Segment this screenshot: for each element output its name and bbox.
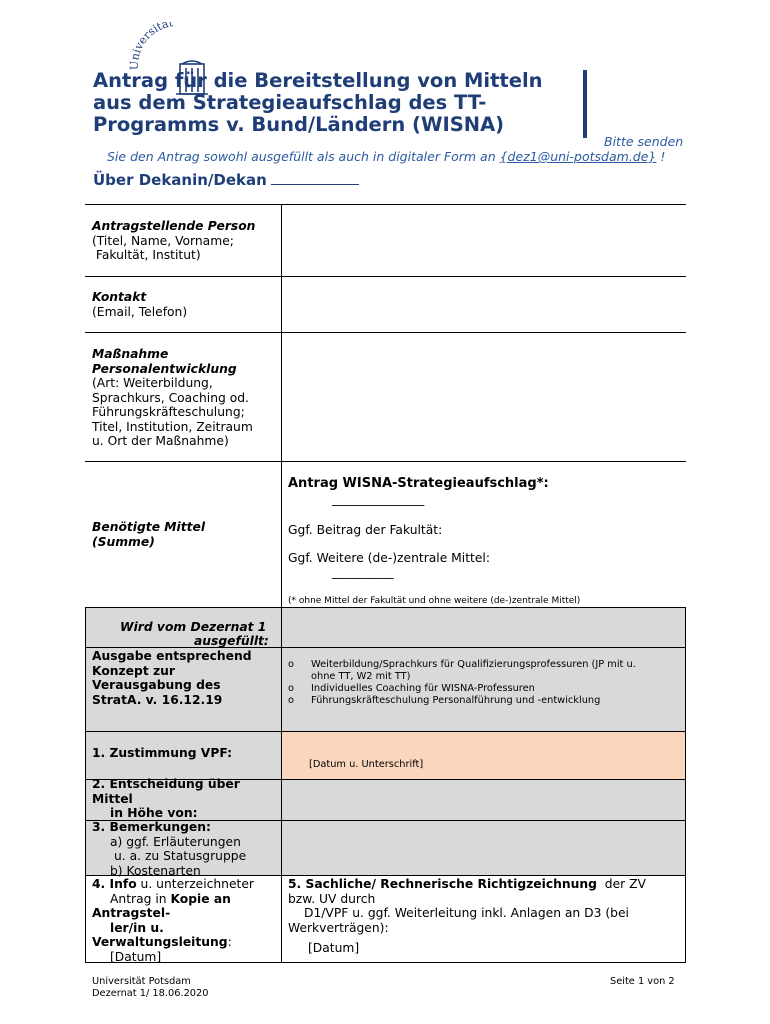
dekan-input-line[interactable] (271, 170, 359, 185)
option-checkbox-1[interactable]: o (288, 659, 294, 670)
entscheidung-line-1: 2. Entscheidung über (92, 777, 240, 791)
footer-university: Universität Potsdam (92, 976, 191, 987)
option-label-1-line-2: ohne TT, W2 mit TT) (311, 671, 411, 682)
mittel-beitrag-label: Ggf. Beitrag der Fakultät: (288, 523, 443, 537)
antragsteller-label (92, 219, 255, 263)
logo-text: Universität (127, 22, 175, 71)
sachlich-line-3: D1/VPF u. ggf. Weiterleitung inkl. Anlagen an D3 (bei (304, 906, 629, 920)
massnahme-title-2: Personalentwicklung (92, 361, 237, 376)
dezernat-header-shading (281, 607, 686, 647)
row-divider (85, 731, 686, 732)
title-line-1: Antrag für die Bereitstellung von Mitteln (93, 69, 543, 92)
sachlich-line-1-bold: 5. Sachliche/ Rechnerische Richtigzeichnung (288, 877, 597, 891)
entscheidung-line-2: Mittel (92, 791, 133, 806)
dekan-field (93, 170, 359, 189)
kontakt-input[interactable] (282, 277, 685, 332)
entscheidung-label (92, 777, 240, 821)
mittel-antrag-label: Antrag WISNA-Strategieaufschlag*: (288, 476, 549, 491)
entscheidung-line-3: in Höhe von: (110, 806, 198, 820)
massnahme-input[interactable] (282, 333, 685, 461)
bemerkungen-line-4: b) Kostenarten (110, 863, 201, 878)
mittel-footnote: (* ohne Mittel der Fakultät und ohne weitere (de-)zentrale Mittel) (288, 596, 581, 606)
massnahme-hint-2: Sprachkurs, Coaching od. (92, 390, 249, 405)
antragsteller-hint-1: (Titel, Name, Vorname; (92, 233, 234, 248)
option-checkbox-2[interactable]: o (288, 683, 294, 694)
intro-text (107, 149, 665, 164)
massnahme-hint-5: u. Ort der Maßnahme) (92, 434, 229, 448)
info-line-2-bold: Kopie an (170, 891, 231, 906)
ausgabe-line-2: Konzept zur (92, 663, 175, 678)
bemerkungen-label (92, 820, 246, 878)
zustimmung-label: 1. Zustimmung VPF: (92, 746, 232, 760)
bemerkungen-line-2: a) ggf. Erläuterungen (110, 834, 241, 849)
option-label-1-line-1: Weiterbildung/Sprachkurs für Qualifizierungsprofessuren (JP mit u. (311, 659, 636, 670)
dezernat-line-2: ausgefüllt: (194, 634, 269, 648)
massnahme-hint-4: Titel, Institution, Zeitraum (92, 419, 253, 434)
massnahme-hint-3: Führungskräfteschulung; (92, 405, 245, 419)
intro-bitte: Bitte senden (604, 134, 684, 149)
mittel-title-2: (Summe) (92, 534, 155, 549)
ausgabe-line-3: Verausgabung des (92, 678, 221, 692)
option-checkbox-3[interactable]: o (288, 695, 294, 706)
info-label (92, 877, 254, 964)
zustimmung-shading (281, 731, 686, 779)
zustimmung-datum: [Datum u. Unterschrift] (309, 759, 424, 770)
antragsteller-hint-2: Fakultät, Institut) (92, 248, 201, 262)
bemerkungen-line-3: u. a. zu Statusgruppe (114, 849, 247, 863)
intro-suffix: ! (656, 149, 666, 164)
info-line-1-rest: u. unterzeichneter (136, 877, 254, 891)
sachlich-line-2: bzw. UV durch (288, 891, 376, 906)
intro-prefix: Sie den Antrag sowohl ausgefüllt als auch in digitaler Form an (107, 149, 500, 164)
massnahme-label (92, 347, 253, 449)
ausgabe-label (92, 649, 252, 707)
sachlich-line-1-rest: der ZV (596, 877, 646, 891)
entscheidung-shading (281, 779, 686, 875)
table-left-border (85, 607, 86, 962)
info-line-1-bold: 4. Info (92, 877, 137, 891)
ausgabe-line-1: Ausgabe entsprechend (92, 649, 252, 663)
mittel-weitere-label: Ggf. Weitere (de-)zentrale Mittel: (288, 551, 490, 565)
footer-page-number: Seite 1 von 2 (610, 976, 675, 987)
info-line-3: Antragstel- (92, 906, 171, 920)
sachlich-datum: [Datum] (308, 941, 360, 955)
info-line-4: ler/in u. (110, 920, 164, 935)
sachlich-label (288, 877, 646, 956)
kontakt-title: Kontakt (92, 290, 147, 304)
mittel-weitere-blank[interactable]: __________ (332, 565, 394, 579)
option-label-3: Führungskräfteschulung Personalführung und -entwicklung (311, 695, 601, 706)
row-divider (85, 461, 686, 462)
title-line-2: aus dem Strategieaufschlag des TT- (93, 91, 487, 114)
title-line-3: Programms v. Bund/Ländern (WISNA) (93, 113, 505, 136)
dekan-label: Über Dekanin/Dekan (93, 171, 267, 189)
kontakt-label (92, 290, 187, 319)
antragsteller-title: Antragstellende Person (92, 219, 256, 233)
mittel-title-1: Benötigte Mittel (92, 520, 206, 534)
footer-dezernat: Dezernat 1/ 18.06.2020 (92, 988, 209, 999)
row-divider (85, 607, 686, 608)
dezernat-line-1: Wird vom Dezernat 1 (120, 620, 267, 634)
info-datum: [Datum] (110, 949, 162, 964)
option-label-1 (311, 659, 636, 683)
antragsteller-input[interactable] (282, 205, 685, 276)
info-line-5-rest: : (227, 935, 232, 949)
sachlich-line-4: Werkverträgen): (288, 920, 389, 935)
mittel-antrag-blank[interactable]: _______________ (332, 492, 425, 506)
title-side-bar (583, 70, 587, 138)
svg-text:Universität (128, 22, 175, 70)
email-link[interactable]: {dez1@uni-potsdam.de} (499, 149, 657, 164)
ausgabe-line-4: StratA. v. 16.12.19 (92, 692, 223, 707)
massnahme-hint-1: (Art: Weiterbildung, (92, 376, 213, 390)
footer-left (92, 976, 209, 1000)
info-line-5-bold: Verwaltungsleitung (92, 935, 228, 949)
kontakt-hint: (Email, Telefon) (92, 304, 188, 319)
bemerkungen-line-1: 3. Bemerkungen: (92, 820, 211, 834)
table-right-border (685, 607, 686, 962)
info-line-2-start: Antrag in (110, 891, 171, 906)
mittel-label (92, 520, 205, 549)
massnahme-title-1: Maßnahme (92, 347, 169, 361)
document-title (93, 70, 573, 136)
row-divider (85, 647, 686, 648)
option-label-2: Individuelles Coaching für WISNA-Professuren (311, 683, 535, 694)
